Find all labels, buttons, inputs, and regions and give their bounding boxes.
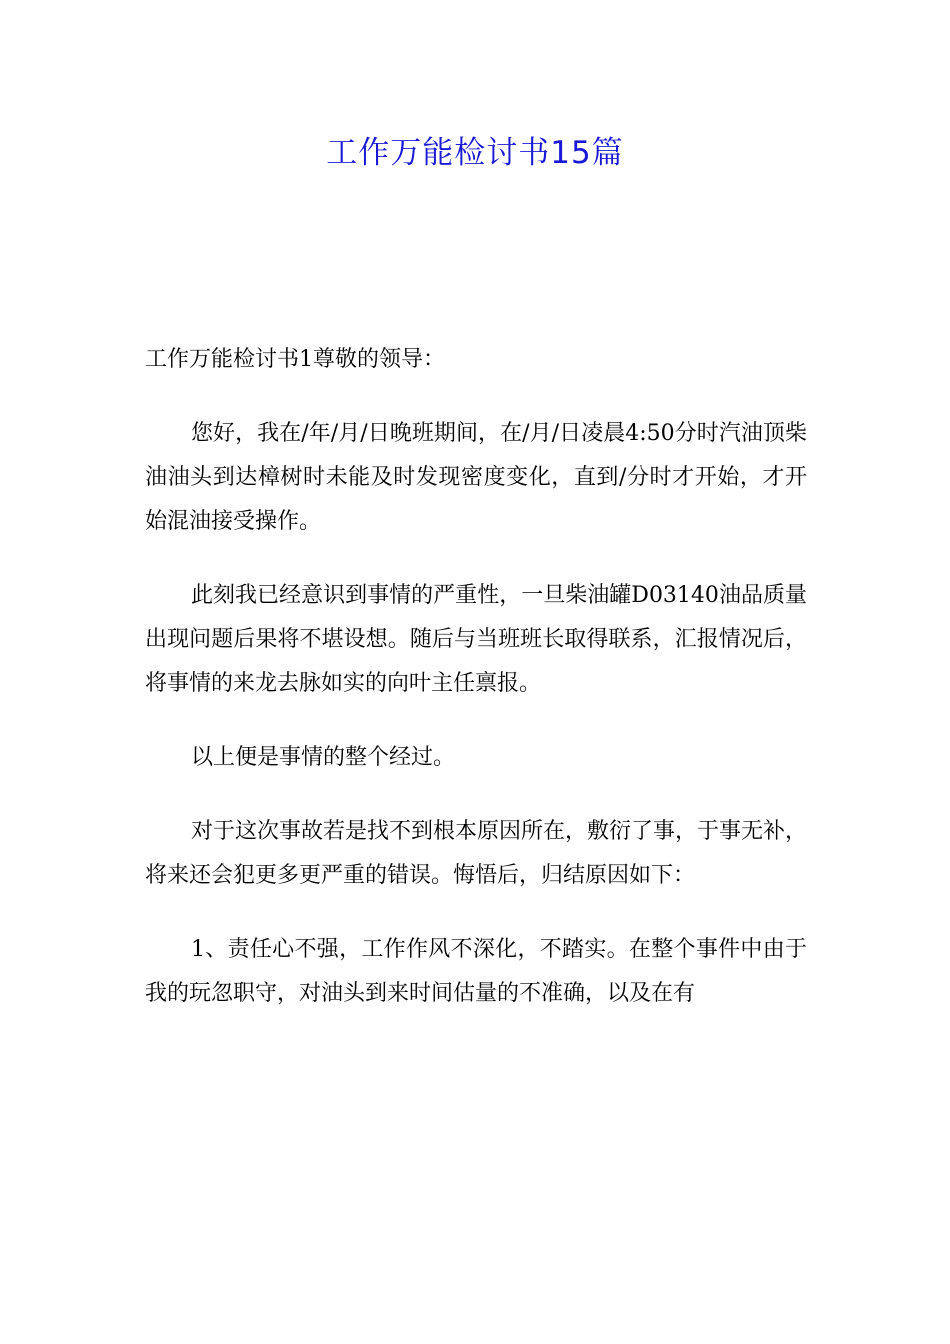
paragraph: 对于这次事故若是找不到根本原因所在，敷衍了事，于事无补，将来还会犯更多更严重的错误。悔悟后，归结原因如下： [145, 819, 808, 888]
paragraph: 此刻我已经意识到事情的严重性，一旦柴油罐D03140油品质量出现问题后果将不堪设想。随后与当班班长取得联系，汇报情况后，将事情的来龙去脉如实的向叶主任禀报。 [145, 583, 807, 696]
paragraph: 1、责任心不强，工作作风不深化，不踏实。在整个事件中由于我的玩忽职守，对油头到来时间估量的不准确，以及在有 [145, 937, 807, 1006]
document-body [145, 338, 807, 1046]
paragraph-salutation: 工作万能检讨书1尊敬的领导： [145, 347, 445, 372]
document-title: 工作万能检讨书15篇 [326, 135, 624, 171]
paragraph: 您好，我在/年/月/日晚班期间，在/月/日凌晨4:50分时汽油顶柴油油头到达樟树时未能及时发现密度变化，直到/分时才开始，才开始混油接受操作。 [145, 421, 807, 534]
paragraph: 以上便是事情的整个经过。 [191, 745, 456, 770]
